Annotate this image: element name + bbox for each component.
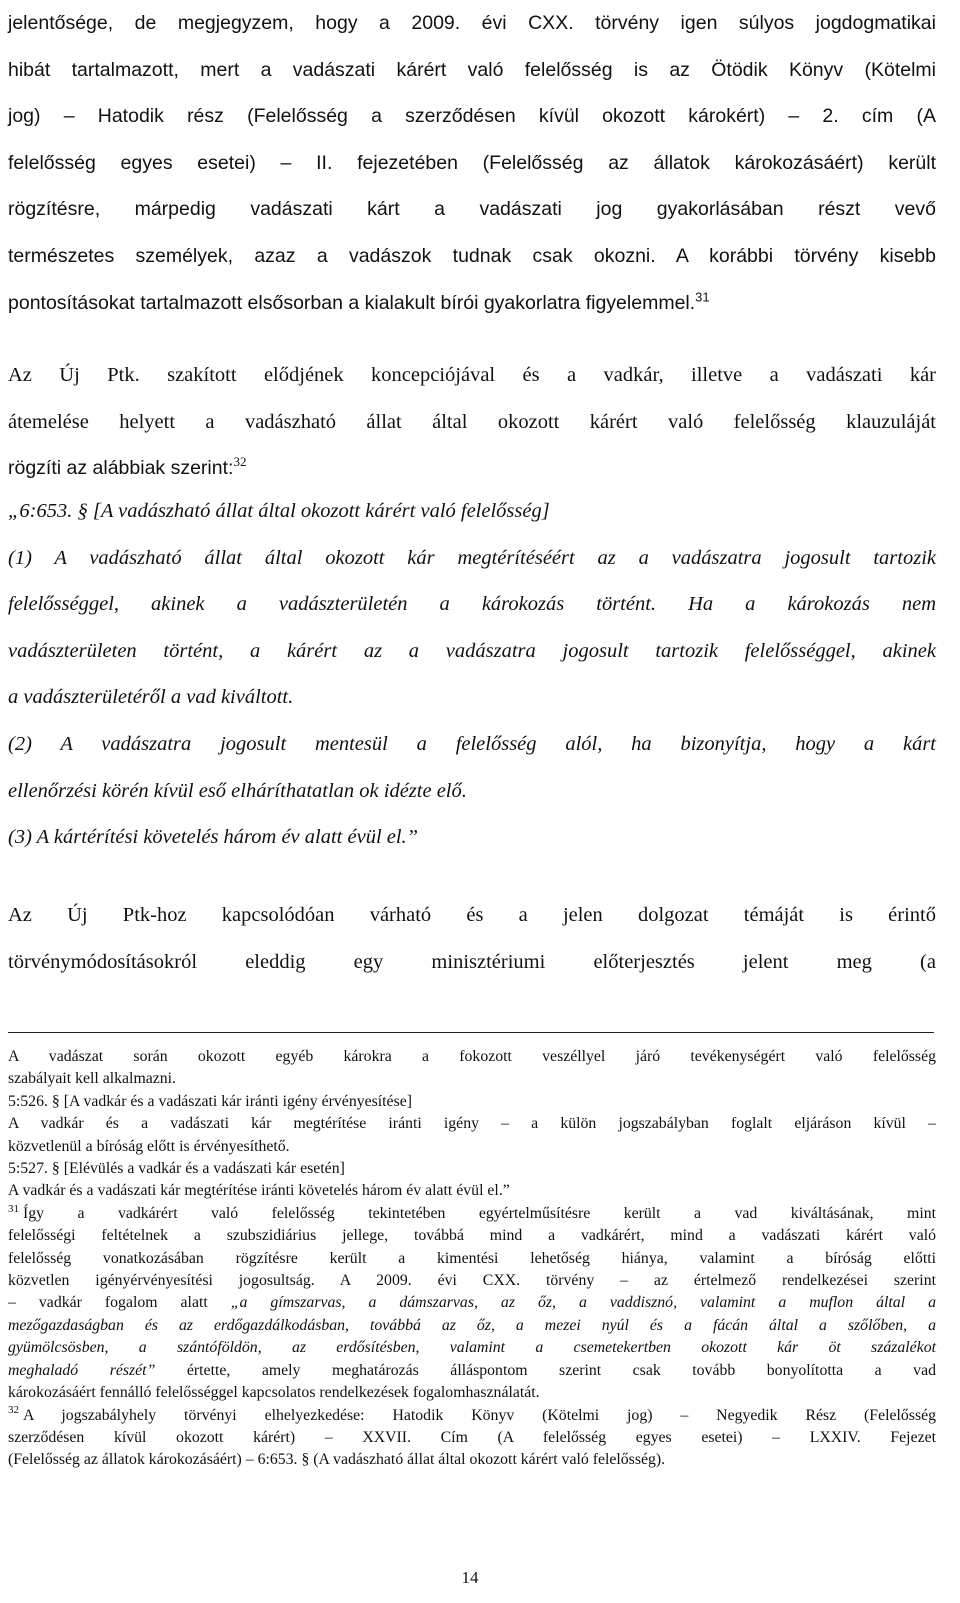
quote-heading: „6:653. § [A vadászható állat által okozott kárért való felelősség] bbox=[8, 500, 550, 522]
statute-quote bbox=[8, 488, 936, 861]
footnote-italic-text: meghaladó részét” bbox=[8, 1361, 156, 1379]
paragraph-2 bbox=[8, 352, 936, 492]
footnote-text: A jogszabályhely törvényi elhelyezkedése: Hatodik Könyv (Kötelmi jog) – Negyedik Rész (Felelősség bbox=[23, 1406, 936, 1424]
footnote-line: szerződésen kívül okozott kárért) – XXVII. Cím (A felelősség egyes esetei) – LXXIV. Fejezet bbox=[8, 1428, 936, 1446]
text-line: a vadászterületéről a vad kiváltott. bbox=[8, 686, 294, 709]
text-line-last bbox=[8, 280, 936, 327]
footnote-line bbox=[8, 1292, 936, 1314]
text-line: vadászterületen történt, a kárért az a vadászatra jogosult tartozik felelősséggel, akinek bbox=[8, 639, 936, 662]
text-line: (1) A vadászható állat által okozott kár megtérítéséért az a vadászatra jogosult tartozik bbox=[8, 546, 936, 569]
text-line: jog) – Hatodik rész (Felelősség a szerződésen kívül okozott károkért) – 2. cím (A bbox=[8, 105, 936, 128]
footnote-line: A vadkár és a vadászati kár megtérítése iránti követelés három év alatt évül el.” bbox=[8, 1182, 510, 1200]
footnote-line: gyümölcsösben, a szántóföldön, az erdősítésben, valamint a csemetekertben okozott kár öt százalékot bbox=[8, 1339, 936, 1357]
text-line: felelősséggel, akinek a vadászterületén a károkozás történt. Ha a károkozás nem bbox=[8, 593, 936, 616]
footnote-line: mezőgazdaságban és az erdőgazdálkodásban, továbbá az őz, a mezei nyúl és a fácán által a szőlőben, a bbox=[8, 1316, 936, 1334]
footnote-32-line bbox=[8, 1405, 936, 1427]
text-line: Az Új Ptk-hoz kapcsolódóan várható és a jelen dolgozat témáját is érintő bbox=[8, 904, 936, 926]
footnote-number-32: 32 bbox=[8, 1404, 19, 1417]
footnote-31-line bbox=[8, 1203, 936, 1225]
paragraph-1 bbox=[8, 0, 936, 326]
footnote-line: károkozásáért fennálló felelősséggel kapcsolatos rendelkezések fogalomhasználatát. bbox=[8, 1384, 540, 1402]
footnote-ref-31[interactable]: 31 bbox=[695, 289, 710, 305]
text-line-last bbox=[8, 445, 936, 492]
footnote-line: szabályait kell alkalmazni. bbox=[8, 1070, 176, 1088]
paragraph-3 bbox=[8, 892, 936, 985]
footnote-line: felelősség vonatkozásában rögzítésre került a kimentési lehetőség hiánya, valamint a bíróság előtti bbox=[8, 1249, 936, 1267]
text-line: (3) A kártérítési követelés három év alatt évül el.” bbox=[8, 826, 419, 849]
text-line: Az Új Ptk. szakított elődjének koncepciójával és a vadkár, illetve a vadászati kár bbox=[8, 364, 936, 386]
footnote-line: (Felelősség az állatok károkozásáért) – 6:653. § (A vadászható állat által okozott kárért való felelősség). bbox=[8, 1451, 666, 1469]
footnote-text: – vadkár fogalom alatt bbox=[8, 1294, 231, 1312]
text-line: törvénymódosításokról eleddig egy minisztériumi előterjesztés jelent meg (a bbox=[8, 950, 936, 973]
text-line: természetes személyek, azaz a vadászok tudnak csak okozni. A korábbi törvény kisebb bbox=[8, 244, 936, 267]
text-line: felelősség egyes esetei) – II. fejezetében (Felelősség az állatok károkozásáért) került bbox=[8, 151, 936, 174]
footnote-ref-32[interactable]: 32 bbox=[233, 454, 247, 470]
footnote-line: A vadkár és a vadászati kár megtérítése iránti igény – a külön jogszabályban foglalt eljáráson kívül – bbox=[8, 1115, 936, 1133]
footnote-text: Így a vadkárért való felelősség tekintetében egyértelműsítésre került a vad kiváltásának, mint bbox=[23, 1204, 936, 1222]
footnotes bbox=[8, 1046, 936, 1472]
text-line: rögzítésre, márpedig vadászati kárt a vadászati jog gyakorlásában részt vevő bbox=[8, 198, 936, 221]
text-line: (2) A vadászatra jogosult mentesül a felelősség alól, ha bizonyítja, hogy a kárt bbox=[8, 732, 936, 755]
text-line: jelentősége, de megjegyzem, hogy a 2009. évi CXX. törvény igen súlyos jogdogmatikai bbox=[8, 12, 936, 34]
footnote-line: közvetlenül a bíróság előtt is érvényesíthető. bbox=[8, 1137, 290, 1155]
footnote-line: felelősségi feltételnek a szubszidiárius jellege, továbbá mind a vadkárért, mind a vadászati kárért való bbox=[8, 1227, 936, 1245]
footnote-number-31: 31 bbox=[8, 1202, 19, 1215]
text-line: hibát tartalmazott, mert a vadászati kárért való felelősség is az Ötödik Könyv (Kötelmi bbox=[8, 58, 936, 81]
footnote-line: közvetlen igényérvényesítési jogosultság. A 2009. évi CXX. törvény – az értelmező rendelkezései szerint bbox=[8, 1272, 936, 1290]
footnote-line: A vadászat során okozott egyéb károkra a fokozott veszéllyel járó tevékenységért való felelősség bbox=[8, 1048, 936, 1065]
footnote-text: értette, amely meghatározás álláspontom szerint csak tovább bonyolította a vad bbox=[155, 1361, 936, 1379]
text-line: pontosításokat tartalmazott elsősorban a kialakult bírói gyakorlatra figyelemmel. bbox=[8, 291, 696, 314]
page-number: 14 bbox=[461, 1568, 479, 1587]
text-line: rögzíti az alábbiak szerint: bbox=[8, 457, 234, 480]
footnote-line bbox=[8, 1360, 936, 1382]
text-line: átemelése helyett a vadászható állat által okozott kárért való felelősség klauzuláját bbox=[8, 410, 936, 433]
footnote-italic-text: „a gímszarvas, a dámszarvas, az őz, a vaddisznó, valamint a muflon által a bbox=[230, 1294, 936, 1312]
footnote-separator bbox=[8, 1032, 934, 1033]
footnote-line: 5:526. § [A vadkár és a vadászati kár iránti igény érvényesítése] bbox=[8, 1092, 412, 1110]
footnote-line: 5:527. § [Elévülés a vadkár és a vadászati kár esetén] bbox=[8, 1160, 345, 1178]
text-line: ellenőrzési körén kívül eső elháríthatatlan ok idézte elő. bbox=[8, 779, 467, 802]
